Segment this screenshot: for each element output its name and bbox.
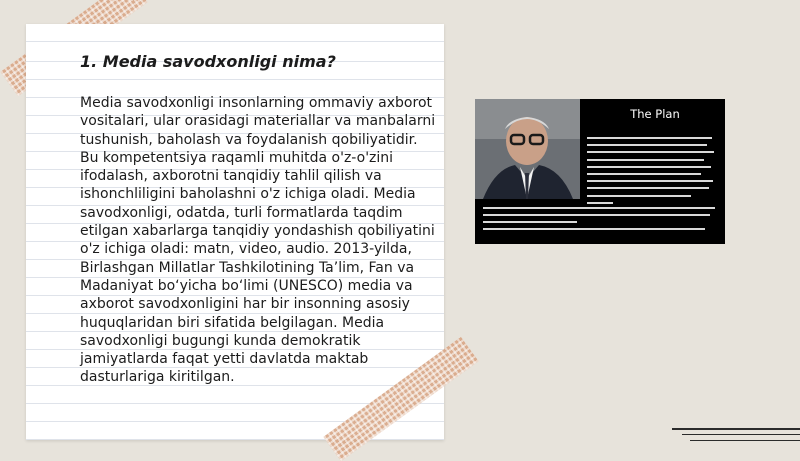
- portrait-photo: [475, 99, 580, 199]
- quote-footer-block: [483, 207, 717, 235]
- decorative-rule: [672, 428, 800, 430]
- body-paragraph: Media savodxonligi insonlarning ommaviy axborot vositalari, ular orasidagi materiallar va manbalarni tushunish, baholash va foydalanish qobiliyatidir. Bu kompetentsiya raqamli muhitda o'z-o'zini ifodalash, axborotni tanqidiy tahlil qilish va ishonchliligini baholashni o'z ichiga oladi. Media savodxonligi, odatda, turli formatlarda taqdim etilgan xabarlarga tanqidiy yondashish qobiliyatini o'z ichiga oladi: matn, video, audio. 2013-yilda, Birlashgan Millatlar Tashkilotining Ta’lim, Fan va Madaniyat bo‘yicha bo‘limi (UNESCO) media va axborot savodxonligini har bir insonning asosiy huquqlaridan biri sifatida belgilagan. Media savodxonligi bugungi kunda demokratik jamiyatlarda faqat yetti davlatda maktab dasturlariga kiritilgan.: [80, 95, 436, 386]
- quote-text-block: [587, 137, 717, 209]
- decorative-rule: [690, 440, 800, 441]
- quote-image: [475, 99, 725, 244]
- image-title: The Plan: [630, 107, 680, 121]
- decorative-rule: [682, 434, 800, 435]
- slide-heading: 1. Media savodxonligi nima?: [80, 52, 336, 71]
